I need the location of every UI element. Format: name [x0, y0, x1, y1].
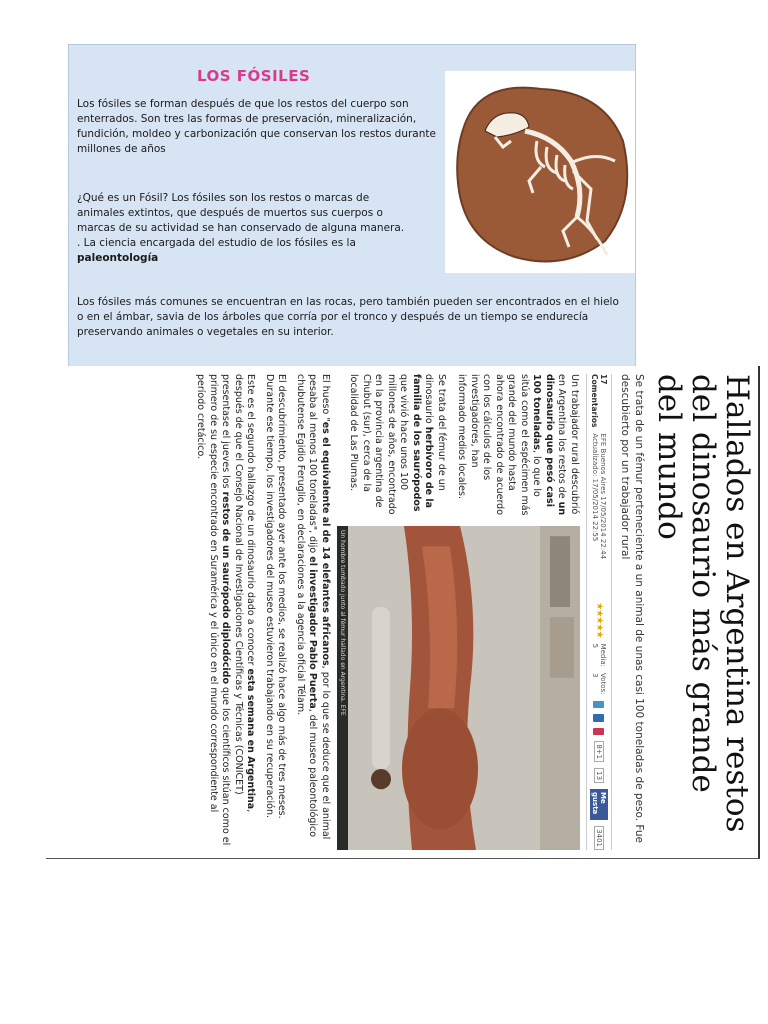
google-plus-button[interactable]: 8+1: [594, 741, 604, 762]
text-run-bold: esta semana en Argentina: [245, 668, 257, 810]
text-run: , del museo paleontológico chubutense Egidio Feruglio, en declaraciones a la agencia oficial Télam.: [295, 374, 319, 838]
man-lying-next-to-femur-photo[interactable]: [348, 526, 580, 850]
fossils-paragraph-1: Los fósiles se forman después de que los restos del cuerpo son enterrados. Son tres las formas de preservación, mineralización, fundición, moldeo y carbonización que conservan los restos durante millones de años: [77, 98, 436, 155]
dateline: EFE Buenos Aires 17/05/2014 22:44 Actualizado: 17/05/2014 22:55: [591, 433, 607, 560]
text-run: Se trata del fémur de un dinosaurio: [423, 374, 447, 491]
votes-count: Votos: 3: [591, 672, 607, 695]
fossils-paragraph-3: Los fósiles más comunes se encuentran en las rocas, pero también pueden ser encontrados en el hielo o en el ámbar, savia de los árboles que corría por el tronco y después de un tiempo se endurecía preservando animales o vegetales en su interior.: [77, 296, 619, 338]
article-paragraph: [347, 374, 447, 516]
article-headline: Hallados en Argentina restos del dinosaurio más grande del mundo: [651, 374, 755, 833]
text-run-bold: restos de un saurópodo diplodócido: [220, 491, 232, 685]
google-plus-count: 13: [594, 768, 604, 783]
article-left-column: [337, 374, 580, 516]
news-article: [46, 366, 758, 858]
article-paragraph: [455, 374, 580, 516]
text-run: que los científicos sitúan como el primero de su especie encontrado en Suramérica y el único en el mundo correspondiente al período cretácico.: [195, 374, 232, 846]
text-run: Un trabajador rural descubrió en Argentina los restos de: [556, 374, 580, 515]
share-icon[interactable]: [594, 714, 605, 722]
article-meta-bar: [586, 374, 612, 850]
article-paragraph: El descubrimiento, presentado ayer ante los medios, se realizó hace algo más de tres meses. Durante ese tiempo, los investigadores del museo estuvieron trabajando en su recuperación.: [264, 374, 288, 819]
paleontology-term: paleontología: [77, 252, 159, 264]
fossils-info-box: [68, 44, 636, 368]
photo-caption: Un hombre tumbado junto al fémur hallado en Argentina. EFE: [337, 526, 348, 850]
facebook-like-button[interactable]: Me gusta: [590, 789, 608, 820]
rating-stars-icon[interactable]: ★★★★★: [594, 602, 604, 638]
share-icon[interactable]: [594, 701, 605, 709]
article-subhead: Se trata de un fémur perteneciente a un animal de unas casi 100 toneladas de peso. Fue descubierto por un trabajador rural: [619, 374, 645, 844]
fossils-paragraph-2-text: ¿Qué es un Fósil? Los fósiles son los restos o marcas de animales extintos, que después de muertos sus cuerpos o marcas de su actividad se han conservado de alguna manera. . La ciencia encargada del estudio de los fósiles es la: [77, 192, 405, 249]
article-paragraph: [294, 374, 332, 850]
text-run-bold: es el equivalente al de 14 elefantes africanos: [320, 421, 331, 666]
fossils-title: LOS FÓSILES: [197, 67, 311, 85]
article-photo-block: [337, 526, 580, 850]
text-run-bold: el investigador Pablo Puerta: [307, 556, 319, 709]
fossils-paragraph-2: [77, 191, 407, 266]
text-run: , después de que el Consejo Nacional de Investigaciones Científicas y Técnicas (CONICET) presentase el jueves los: [220, 374, 257, 813]
text-run: que vivió hace unos 100 millones de años, encontrado en la provincia argentina de Chubut (sur), cerca de la localidad de Las Plumas.: [348, 374, 410, 515]
media-count: Media: 5: [591, 643, 607, 667]
comments-link[interactable]: 17 Comentarios: [590, 374, 608, 428]
text-run: Este es el segundo hallazgo de un dinosaurio dado a conocer: [245, 374, 257, 669]
text-run: , lo que lo sitúa como el espécimen más grande del mundo hasta ahora encontrado de acuerdo con los cálculos de los investigadores, han informado medios locales.: [456, 374, 543, 516]
text-run: El hueso ": [320, 374, 331, 422]
dinosaur-skeleton-fossil-icon: [445, 71, 635, 273]
share-icon[interactable]: [594, 728, 605, 736]
facebook-like-count: 3401: [594, 826, 604, 850]
text-run-bold: herbívoro de la familia de los saurópodos: [411, 374, 435, 512]
article-paragraph: [194, 374, 257, 850]
article-top-columns: [337, 374, 580, 850]
article-frame: [46, 366, 760, 859]
text-run-bold: un dinosaurio que pesó casi 100 toneladas: [531, 374, 568, 516]
text-run: , por lo que se deduce que el animal pesaba al menos 100 toneladas", dijo: [307, 374, 331, 840]
